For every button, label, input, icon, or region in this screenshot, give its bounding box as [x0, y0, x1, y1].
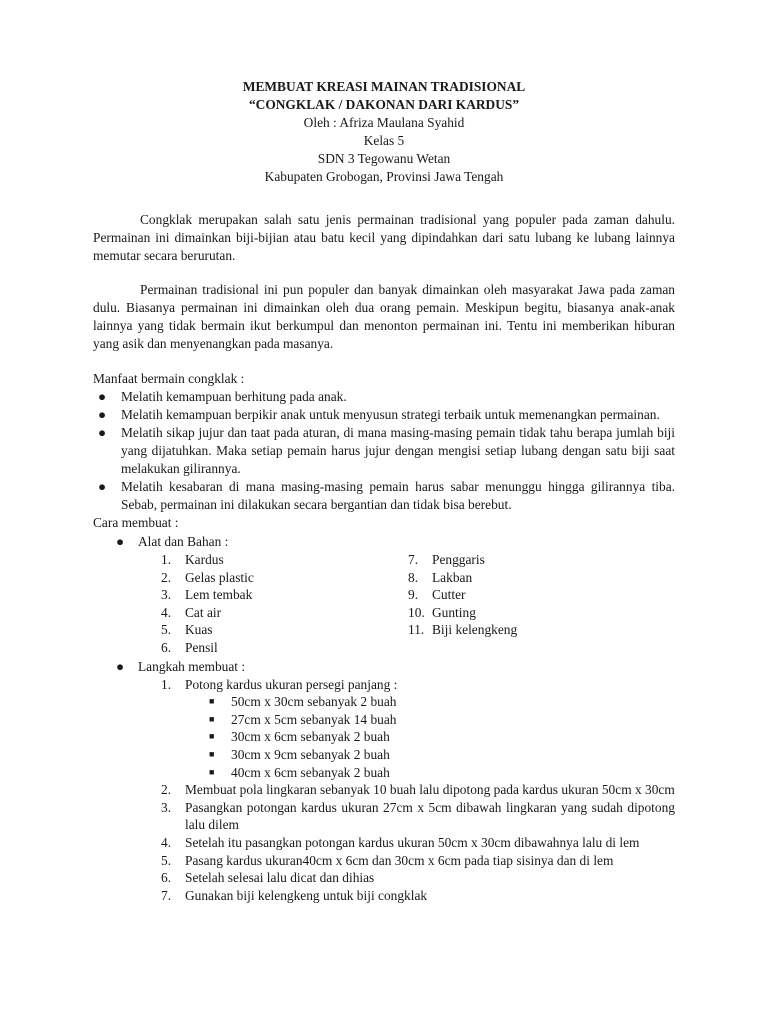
- materials-list: [93, 551, 675, 657]
- materials-heading: ● Alat dan Bahan :: [116, 534, 229, 549]
- author-line: Oleh : Afriza Maulana Syahid: [303, 115, 465, 130]
- list-item: 4. Setelah itu pasangkan potongan kardus ukuran 50cm x 30cm dibawahnya lalu di lem: [161, 834, 640, 850]
- steps-list: [93, 676, 675, 905]
- benefits-heading: Manfaat bermain congklak :: [93, 371, 245, 386]
- document-subtitle: “CONGKLAK / DAKONAN DARI KARDUS”: [248, 97, 520, 112]
- list-item: 6. Pensil: [161, 639, 218, 655]
- document-page: [93, 78, 675, 904]
- list-item: ■ 50cm x 30cm sebanyak 2 buah: [209, 694, 397, 710]
- square-bullet-icon: ■: [209, 731, 215, 742]
- list-item: ■ 30cm x 9cm sebanyak 2 buah: [209, 746, 390, 762]
- intro-paragraph: Congklak merupakan salah satu jenis permainan tradisional yang populer pada zaman dahulu. Permainan ini dimainkan biji-bijian atau batu kecil yang dipindahkan dari satu lubang ke lubang lainnya memutar secara berurutan.: [93, 212, 675, 263]
- title-block: [93, 78, 675, 186]
- list-item: 11. Biji kelengkeng: [408, 622, 518, 638]
- list-item: 1. Kardus: [161, 552, 224, 567]
- list-item: 5. Pasang kardus ukuran40cm x 6cm dan 30cm x 6cm pada tiap sisinya dan di lem: [161, 852, 614, 868]
- list-item: ● Melatih kemampuan berpikir anak untuk menyusun strategi terbaik untuk memenangkan permainan.: [98, 407, 660, 422]
- list-item: ● Melatih kemampuan berhitung pada anak.: [98, 389, 347, 404]
- history-paragraph: Permainan tradisional ini pun populer dan banyak dimainkan oleh masyarakat Jawa pada zaman dulu. Biasanya permainan ini dimainkan oleh dua orang pemain. Meskipun begitu, biasanya anak-anak lainnya yang tidak bermain ikut berkumpul dan menonton permainan ini. Tentu ini memberikan hiburan yang asik dan menyenangkan pada masanya.: [93, 282, 675, 351]
- sizes-list: [185, 693, 675, 781]
- bullet-icon: ●: [98, 425, 107, 440]
- method-heading: Cara membuat :: [93, 515, 179, 530]
- list-item: 9. Cutter: [408, 587, 466, 603]
- materials-column-left: [93, 551, 408, 657]
- list-item: 7. Gunakan biji kelengkeng untuk biji congklak: [161, 887, 428, 903]
- benefits-list: [93, 388, 675, 514]
- square-bullet-icon: ■: [209, 696, 215, 707]
- bullet-icon: ●: [116, 658, 125, 674]
- square-bullet-icon: ■: [209, 713, 215, 724]
- square-bullet-icon: ■: [209, 766, 215, 777]
- list-item: 10. Gunting: [408, 604, 476, 620]
- list-item: ■ 27cm x 5cm sebanyak 14 buah: [209, 711, 397, 727]
- list-item: 4. Cat air: [161, 604, 222, 620]
- bullet-icon: ●: [98, 389, 107, 404]
- square-bullet-icon: ■: [209, 748, 215, 759]
- list-item: 3. Pasangkan potongan kardus ukuran 27cm x 5cm dibawah lingkaran yang sudah dipotong lalu dilem: [161, 799, 675, 833]
- list-item: ● Melatih kesabaran di mana masing-masing pemain harus sabar menunggu hingga gilirannya tiba. Sebab, permainan ini dilakukan secara bergantian dan tidak bisa berebut.: [98, 479, 675, 512]
- list-item: 7. Penggaris: [408, 552, 485, 567]
- school-line: SDN 3 Tegowanu Wetan: [317, 151, 451, 166]
- bullet-icon: ●: [98, 479, 107, 494]
- steps-heading: ● Langkah membuat :: [116, 658, 246, 674]
- list-item: ● Melatih sikap jujur dan taat pada aturan, di mana masing-masing pemain tidak tahu berapa jumlah biji yang dijatuhkan. Maka setiap pemain harus jujur dengan mengisi setiap lubang dengan satu biji saat melakukan gilirannya.: [98, 425, 675, 476]
- list-item: 8. Lakban: [408, 569, 473, 585]
- list-item: 5. Kuas: [161, 622, 213, 638]
- list-item: 2. Membuat pola lingkaran sebanyak 10 buah lalu dipotong pada kardus ukuran 50cm x 30cm: [161, 782, 675, 798]
- list-item: 2. Gelas plastic: [161, 569, 254, 585]
- list-item: 3. Lem tembak: [161, 587, 253, 603]
- list-item: 6. Setelah selesai lalu dicat dan dihias: [161, 870, 375, 886]
- list-item: ■ 30cm x 6cm sebanyak 2 buah: [209, 729, 390, 745]
- document-title: MEMBUAT KREASI MAINAN TRADISIONAL: [242, 79, 526, 94]
- class-line: Kelas 5: [363, 133, 405, 148]
- bullet-icon: ●: [98, 407, 107, 422]
- materials-column-right: [408, 551, 517, 657]
- bullet-icon: ●: [116, 534, 125, 549]
- list-item: ■ 40cm x 6cm sebanyak 2 buah: [209, 764, 390, 780]
- list-item: 1. Potong kardus ukuran persegi panjang : ■ 50cm x 30cm sebanyak 2 buah ■ 27cm x 5cm sebanyak 14 buah ■ 30cm x 6cm sebanyak 2 buah ■ 30cm x 9cm sebanyak 2 buah ■ 40cm x 6cm sebanyak 2 buah: [161, 676, 675, 782]
- region-line: Kabupaten Grobogan, Provinsi Jawa Tengah: [264, 169, 504, 184]
